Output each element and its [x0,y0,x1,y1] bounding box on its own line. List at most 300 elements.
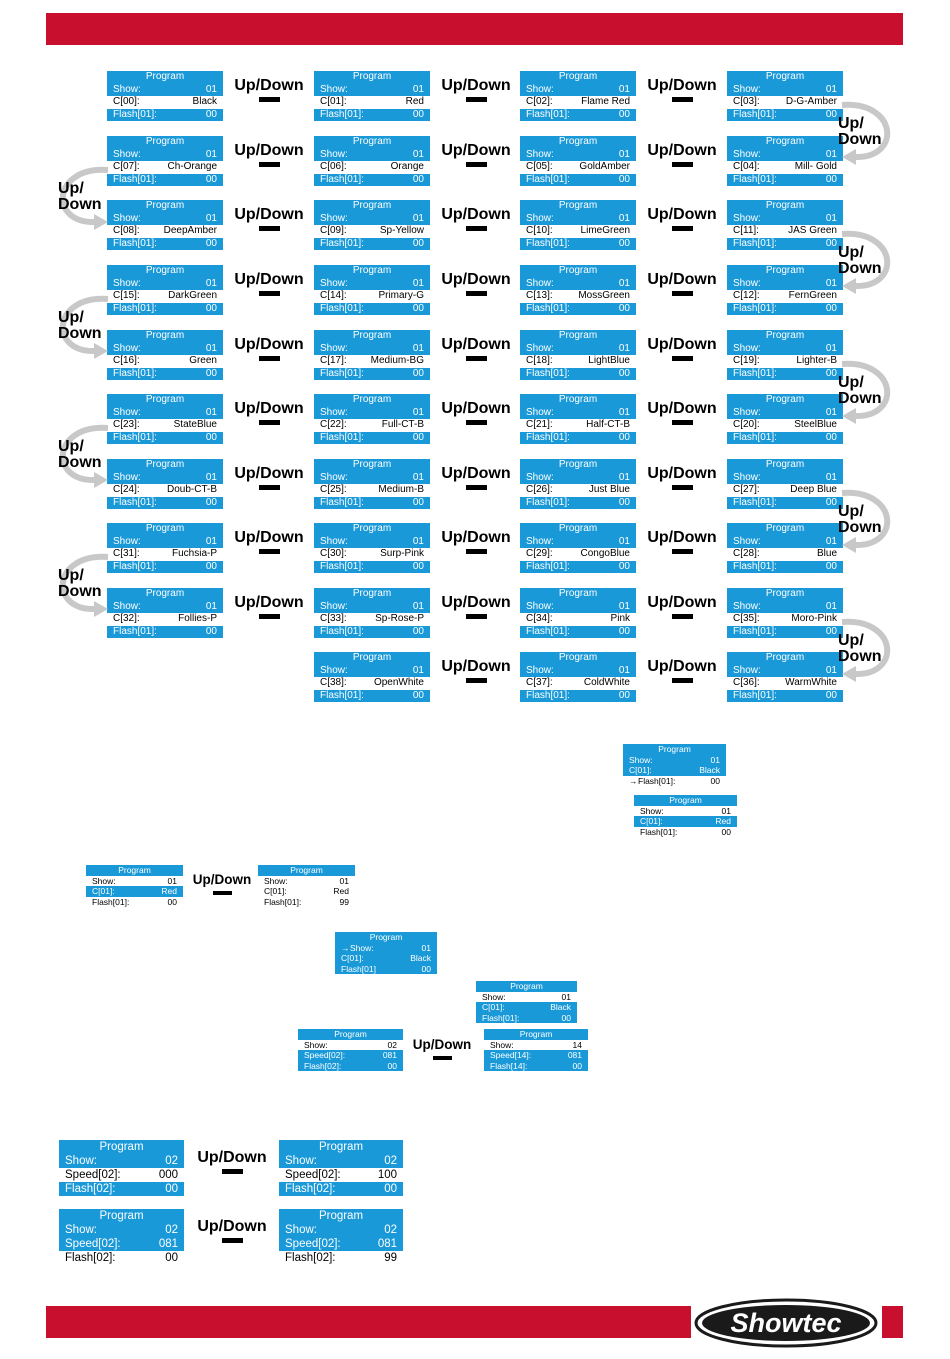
updown-label: Up/Down [234,529,304,546]
lcd-title [59,1140,184,1154]
updown-up-text: Up/ [58,567,84,584]
lcd-screen [107,71,223,121]
lcd-channel-row-value: Red [333,886,349,896]
lcd-channel-row-label-text: C[21]: [526,419,553,430]
minus-icon [466,162,487,167]
lcd-flash-row [314,497,430,510]
lcd-flash-row-label [733,626,777,639]
lcd-channel-row-label [733,419,760,432]
lcd-flash-row-label-text: Flash[01]: [733,560,777,572]
lcd-flash-row-label-text: Flash[01]: [640,826,678,837]
lcd-show-row-label-text: Show: [526,471,554,483]
lcd-show-row [634,806,737,817]
lcd-channel-row-value: Green [189,355,217,366]
lcd-show-row-label [285,1223,317,1237]
lcd-show-row-label [113,278,141,291]
lcd-title [476,981,577,992]
lcd-flash-row-label-text: Flash[01]: [320,108,364,120]
lcd-show-row-label [526,407,554,420]
lcd-channel-row-label-text: Speed[02]: [285,1238,341,1250]
lcd-show-row-value: 01 [825,277,837,289]
updown-curve-arrow [50,293,110,359]
lcd-screen [520,394,636,444]
lcd-screen [520,330,636,380]
lcd-channel-row-value: ColdWhite [583,677,630,688]
lcd-show-row-label-text: Show: [113,406,141,418]
lcd-screen [314,200,430,250]
lcd-show-row-label-text: Show: [320,148,348,160]
lcd-flash-row-value: 00 [825,431,837,443]
updown-label: Up/Down [234,142,304,159]
lcd-flash-row-value: 00 [205,560,217,572]
lcd-flash-row-label-text: Flash[02]: [285,1183,336,1195]
updown-down-text: Down [58,454,102,471]
lcd-show-row-value: 01 [205,83,217,95]
lcd-show-row-label-text: Show: [113,600,141,612]
lcd-flash-row [279,1182,403,1196]
updown-label: Up/Down [647,658,717,675]
minus-icon [672,485,693,490]
lcd-flash-row-label-text: Flash[01]: [733,431,777,443]
lcd-flash-row-label [526,690,570,703]
lcd-screen [476,981,577,1023]
lcd-flash-row-label [490,1061,527,1072]
lcd-title-text: Program [765,265,805,276]
lcd-show-row-label-text: Show: [113,471,141,483]
lcd-flash-row-label [113,109,157,122]
updown-label: Up/Down [647,465,717,482]
lcd-flash-row-label [640,827,677,838]
lcd-channel-row [59,1168,184,1182]
updown-curve-arrow [840,616,900,682]
lcd-screen [107,265,223,315]
lcd-channel-row-label [113,613,140,626]
lcd-flash-row-label [341,964,376,975]
lcd-show-row-value: 01 [825,83,837,95]
lcd-flash-row [484,1061,588,1072]
lcd-show-row-value: 01 [205,535,217,547]
lcd-channel-row-value: LimeGreen [580,225,630,236]
lcd-show-row [476,992,577,1003]
minus-icon [222,1238,243,1243]
lcd-show-row-label [113,149,141,162]
lcd-flash-row [727,174,843,187]
lcd-screen [314,588,430,638]
lcd-title [258,865,355,876]
lcd-channel-row [484,1050,588,1061]
lcd-channel-row [314,613,430,626]
lcd-show-row [484,1040,588,1051]
updown-label: Up/Down [441,206,511,223]
lcd-flash-row-label [113,174,157,187]
minus-icon [672,356,693,361]
lcd-screen [107,459,223,509]
lcd-show-row-label [526,213,554,226]
lcd-flash-row-label [113,303,157,316]
lcd-flash-row-label-text: Flash[01]: [113,173,157,185]
lcd-channel-row [314,161,430,174]
lcd-channel-row [258,886,355,897]
lcd-show-row-label-text: Show: [526,342,554,354]
lcd-flash-row [314,174,430,187]
lcd-title [520,652,636,665]
lcd-channel-row-label-text: C[30]: [320,548,347,559]
lcd-show-row-label [733,343,761,356]
lcd-show-row-value: 01 [412,664,424,676]
lcd-screen [314,136,430,186]
lcd-channel-row [107,290,223,303]
lcd-flash-row-label-text: Flash[01]: [526,560,570,572]
lcd-channel-row-label [320,225,347,238]
lcd-title [107,459,223,472]
lcd-flash-row-label [285,1182,336,1196]
lcd-title-text: Program [558,265,598,276]
lcd-flash-row-label [65,1251,116,1265]
updown-up-text: Up/ [838,503,864,520]
lcd-channel-row-label-text: C[18]: [526,355,553,366]
lcd-title [298,1029,403,1040]
lcd-title-text: Program [765,394,805,405]
lcd-show-row-label [526,665,554,678]
lcd-title-text: Program [352,136,392,147]
minus-icon [259,549,280,554]
lcd-show-row [727,84,843,97]
lcd-channel-row-label-text: C[36]: [733,677,760,688]
lcd-flash-row-value: 00 [412,108,424,120]
lcd-title-text: Program [765,588,805,599]
lcd-flash-row-label [264,897,301,908]
updown-label: Up/Down [647,529,717,546]
lcd-title-text: Program [558,330,598,341]
lcd-flash-row-label [526,109,570,122]
updown-step [232,465,306,490]
lcd-flash-row-label-text: Flash[01]: [526,625,570,637]
lcd-flash-row-label [733,109,777,122]
lcd-flash-row-label [113,368,157,381]
lcd-flash-row-label [320,238,364,251]
minus-icon [672,678,693,683]
lcd-flash-row-value: 00 [825,496,837,508]
lcd-channel-row-label [285,1168,341,1182]
lcd-title [314,394,430,407]
lcd-flash-row-label-text: Flash[01]: [320,689,364,701]
lcd-channel-row-label [733,613,760,626]
lcd-channel-row-value: Blue [816,548,837,559]
lcd-title-text: Program [765,523,805,534]
lcd-flash-row-label [526,174,570,187]
lcd-channel-row [314,290,430,303]
lcd-title [520,523,636,536]
lcd-show-row-label [320,665,348,678]
lcd-channel-row-value: Full-CT-B [381,419,424,430]
lcd-show-row [727,601,843,614]
lcd-show-row [107,601,223,614]
lcd-flash-row [314,626,430,639]
lcd-channel-row-label [526,161,553,174]
lcd-show-row-label-text: Show: [320,471,348,483]
lcd-show-row-label-text: Show: [113,342,141,354]
lcd-channel-row-value: 100 [377,1169,397,1181]
lcd-title [520,394,636,407]
minus-icon [433,1056,452,1060]
lcd-show-row [107,149,223,162]
lcd-flash-row [314,690,430,703]
lcd-channel-row-label-text: C[14]: [320,290,347,301]
lcd-screen [107,523,223,573]
lcd-show-row-label [733,149,761,162]
lcd-flash-row [520,109,636,122]
lcd-screen [314,71,430,121]
lcd-screen [634,795,737,837]
lcd-title-text: Program [145,523,185,534]
lcd-channel-row-label [733,484,760,497]
lcd-screen [314,330,430,380]
updown-step [232,529,306,554]
lcd-screen [727,588,843,638]
lcd-title [59,1209,184,1223]
lcd-show-row [623,755,726,766]
lcd-show-row-value: 02 [384,1224,397,1236]
updown-down-text: Down [838,131,882,148]
lcd-flash-row [314,238,430,251]
lcd-show-row-label [526,84,554,97]
lcd-show-row [314,472,430,485]
lcd-show-row-value: 01 [618,148,630,160]
lcd-show-row-label-text: Show: [113,148,141,160]
lcd-screen [727,394,843,444]
lcd-flash-row [314,561,430,574]
lcd-show-row-label-text: Show: [733,277,761,289]
lcd-show-row-value: 01 [205,212,217,224]
lcd-show-row-label [733,665,761,678]
lcd-title-text: Program [369,932,403,942]
lcd-title [634,795,737,806]
lcd-show-row-label-text: Show: [733,83,761,95]
lcd-channel-row-label-text: Speed[02]: [285,1169,341,1181]
lcd-channel-row-label-text: C[12]: [733,290,760,301]
lcd-flash-row-label [320,561,364,574]
lcd-channel-row-label-text: C[16]: [113,355,140,366]
lcd-show-row [520,84,636,97]
lcd-title [727,71,843,84]
updown-label: Up/Down [234,77,304,94]
lcd-show-row-value: 01 [825,535,837,547]
lcd-flash-row [107,497,223,510]
lcd-title [107,330,223,343]
lcd-screen [520,200,636,250]
lcd-channel-row-value: Red [405,96,424,107]
lcd-channel-row-value: Follies-P [178,613,217,624]
lcd-flash-row-label-text: Flash[01]: [320,237,364,249]
lcd-screen [107,394,223,444]
lcd-flash-row-label-text: Flash[01]: [113,625,157,637]
lcd-channel-row-value: FernGreen [788,290,837,301]
lcd-screen [86,865,183,907]
lcd-flash-row-value: 00 [412,431,424,443]
lcd-show-row-value: 01 [339,875,349,886]
lcd-show-row-label-text: Show: [304,1039,328,1050]
lcd-show-row [520,665,636,678]
lcd-show-row-label [65,1154,97,1168]
lcd-screen [727,265,843,315]
lcd-show-row [727,665,843,678]
lcd-show-row-label [320,601,348,614]
lcd-show-row-label [304,1040,328,1051]
lcd-title-text: Program [352,588,392,599]
updown-step [645,206,719,231]
lcd-channel-row-label-text: C[00]: [113,96,140,107]
lcd-show-row-label-text: Show: [733,342,761,354]
lcd-flash-row-label [304,1061,341,1072]
updown-step [232,271,306,296]
lcd-flash-row-value: 99 [339,896,349,907]
updown-step [645,465,719,490]
minus-icon [466,97,487,102]
lcd-flash-row-label [733,497,777,510]
lcd-channel-row [314,225,430,238]
lcd-channel-row-value: DeepAmber [163,225,217,236]
lcd-flash-row [520,626,636,639]
lcd-show-row-label-text: Show: [482,991,506,1002]
lcd-flash-row-label [92,897,129,908]
updown-curve-arrow [840,487,900,553]
lcd-show-row-value: 01 [618,471,630,483]
lcd-title-text: Program [765,200,805,211]
lcd-channel-row-value: Medium-B [378,484,424,495]
lcd-screen [727,71,843,121]
lcd-show-row-value: 01 [618,83,630,95]
lcd-screen [107,200,223,250]
lcd-flash-row-label [113,497,157,510]
lcd-channel-row-label [285,1237,341,1251]
lcd-channel-row-value: LightBlue [588,355,630,366]
updown-down-text: Down [58,325,102,342]
footer-bar-end [882,1306,903,1338]
updown-up-text: Up/ [838,374,864,391]
updown-label: Up/Down [441,271,511,288]
lcd-flash-row-label-text: Flash[02]: [65,1183,116,1195]
lcd-show-row-label [113,536,141,549]
updown-step [645,658,719,683]
lcd-show-row-label [113,407,141,420]
lcd-channel-row-label-text: C[20]: [733,419,760,430]
lcd-show-row-label [526,278,554,291]
lcd-title-text: Program [519,1029,553,1039]
lcd-flash-row-label [320,303,364,316]
lcd-channel-row-value: 081 [158,1238,178,1250]
lcd-channel-row [520,484,636,497]
lcd-show-row-label [526,472,554,485]
lcd-show-row [520,149,636,162]
lcd-flash-row [727,626,843,639]
lcd-show-row-label-text: Show: [320,212,348,224]
lcd-channel-row [279,1237,403,1251]
lcd-flash-row [107,109,223,122]
updown-step [232,336,306,361]
updown-step [645,400,719,425]
lcd-channel-row-value: Mill- Gold [794,161,837,172]
lcd-channel-row-value: Half-CT-B [586,419,630,430]
lcd-screen [484,1029,588,1071]
lcd-title-text: Program [318,1210,364,1222]
updown-step [232,206,306,231]
lcd-title-text: Program [669,795,702,805]
svg-text:Showtec: Showtec [730,1308,842,1338]
lcd-flash-row-label-text: Flash[01]: [733,173,777,185]
updown-step [439,658,513,683]
lcd-title [335,932,437,943]
lcd-channel-row-label [733,677,760,690]
lcd-channel-row-label-text: C[26]: [526,484,553,495]
lcd-title-text: Program [145,200,185,211]
lcd-screen [335,932,437,974]
lcd-show-row [520,536,636,549]
showtec-logo [693,1297,879,1349]
lcd-title-text: Program [145,71,185,82]
lcd-flash-row-value: 00 [825,367,837,379]
lcd-title-text: Program [318,1141,364,1153]
lcd-channel-row [520,548,636,561]
lcd-channel-row-label-text: C[27]: [733,484,760,495]
lcd-flash-row-label [733,174,777,187]
lcd-show-row [727,213,843,226]
minus-icon [259,356,280,361]
lcd-flash-row-value: 00 [205,237,217,249]
lcd-channel-row-value: D-G-Amber [785,96,837,107]
lcd-flash-row-label-text: Flash[01]: [320,560,364,572]
lcd-flash-row-label-text: Flash[02]: [285,1252,336,1264]
lcd-show-row-value: 01 [721,805,731,816]
lcd-title-text: Program [658,744,691,754]
lcd-show-row-label-text: Show: [285,1224,317,1236]
lcd-channel-row-label-text: C[34]: [526,613,553,624]
minus-icon [259,226,280,231]
lcd-show-row-value: 01 [825,471,837,483]
lcd-title-text: Program [145,588,185,599]
lcd-flash-row-value: 00 [167,896,177,907]
lcd-channel-row-value: MossGreen [578,290,630,301]
lcd-show-row-value: 01 [412,535,424,547]
lcd-channel-row-label [113,225,140,238]
lcd-flash-row-label-text: Flash[01]: [113,237,157,249]
lcd-flash-row-label-text: Flash[01]: [320,173,364,185]
lcd-flash-row-value: 00 [825,560,837,572]
lcd-channel-row-label [320,161,347,174]
lcd-channel-row-label-text: Speed[02]: [65,1169,121,1181]
lcd-flash-row [107,432,223,445]
lcd-flash-row-label [733,238,777,251]
lcd-channel-row [727,225,843,238]
lcd-flash-row [258,897,355,908]
lcd-show-row [107,278,223,291]
lcd-channel-row [520,419,636,432]
updown-label: Up/Down [647,336,717,353]
minus-icon [213,891,232,895]
lcd-show-row [520,343,636,356]
lcd-flash-row-value: 99 [384,1252,397,1264]
lcd-flash-row-value: 00 [412,367,424,379]
lcd-channel-row-label-text: C[01]: [482,1002,505,1012]
lcd-show-row-label [640,806,664,817]
lcd-flash-row [634,827,737,838]
lcd-show-row-label-text: Show: [490,1039,514,1050]
lcd-title-text: Program [99,1141,144,1153]
lcd-title [314,265,430,278]
lcd-channel-row-value: Flame Red [581,96,630,107]
pointer-arrow-icon: → [341,942,350,953]
lcd-channel-row-label [320,548,347,561]
lcd-screen [727,652,843,702]
